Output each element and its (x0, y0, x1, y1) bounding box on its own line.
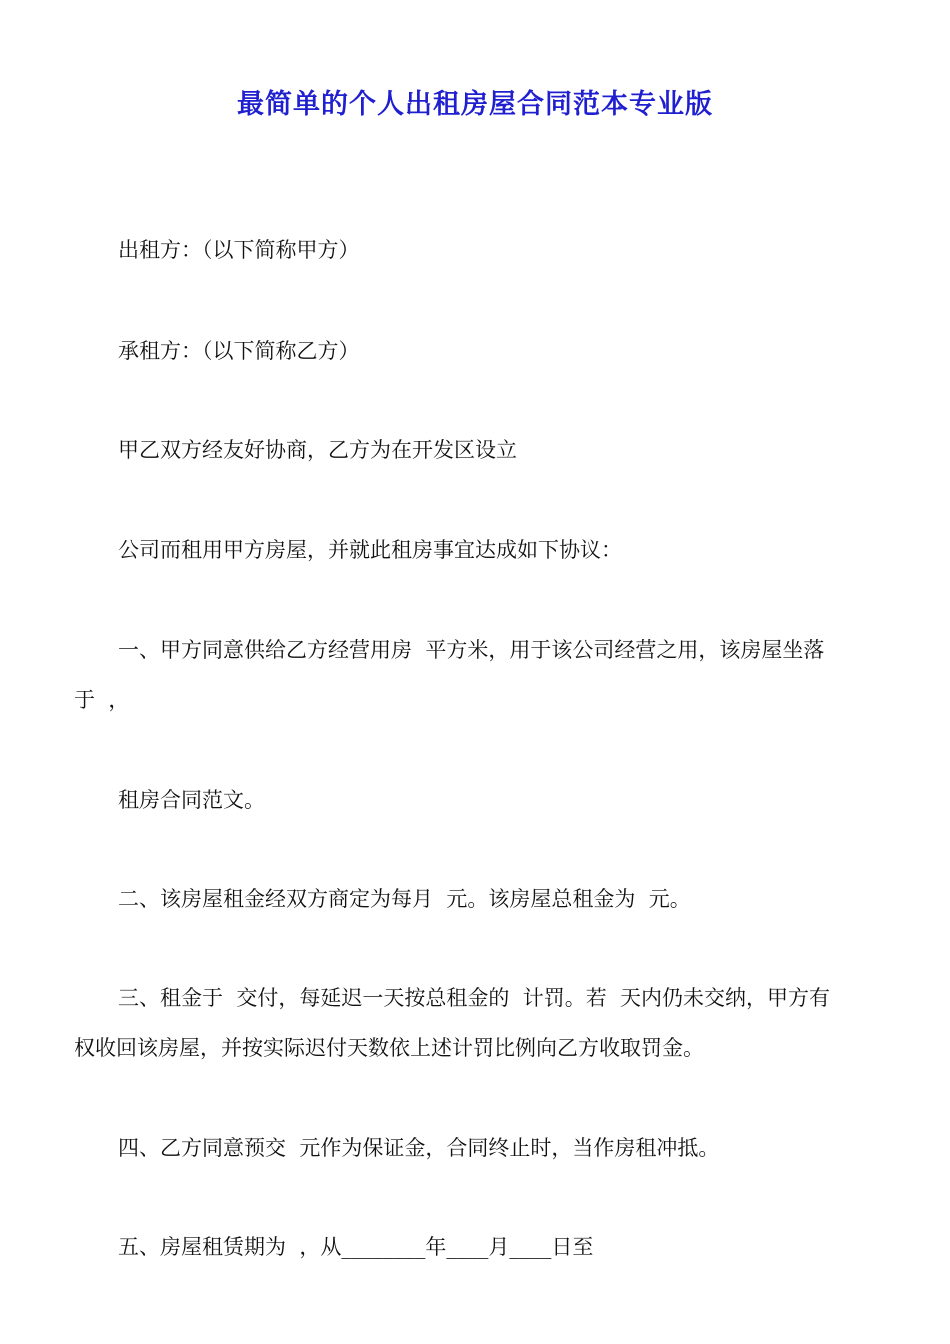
clause-preamble-1: 甲乙双方经友好协商，乙方为在开发区设立 (118, 438, 517, 462)
clause-note: 租房合同范文。 (118, 788, 265, 812)
clause-2: 二、该房屋租金经双方商定为每月 元。该房屋总租金为 元。 (118, 887, 691, 911)
clause-3-line-2: 权收回该房屋，并按实际迟付天数依上述计罚比例向乙方收取罚金。 (74, 1036, 704, 1060)
document-title: 最简单的个人出租房屋合同范本专业版 (237, 89, 713, 120)
clause-lessee: 承租方：（以下简称乙方） (118, 339, 360, 363)
clause-1-line-2: 于 ， (74, 688, 130, 712)
clause-lessor: 出租方：（以下简称甲方） (118, 238, 360, 262)
clause-4: 四、乙方同意预交 元作为保证金，合同终止时，当作房租冲抵。 (118, 1136, 720, 1160)
clause-3-line-1: 三、租金于 交付，每延迟一天按总租金的 计罚。若 天内仍未交纳，甲方有 (118, 986, 831, 1010)
clause-5: 五、房屋租赁期为 ，从________年____月____日至 (118, 1235, 594, 1259)
clause-preamble-2: 公司而租用甲方房屋，并就此租房事宜达成如下协议： (118, 538, 622, 562)
clause-1-line-1: 一、甲方同意供给乙方经营用房 平方米，用于该公司经营之用，该房屋坐落 (118, 638, 825, 662)
